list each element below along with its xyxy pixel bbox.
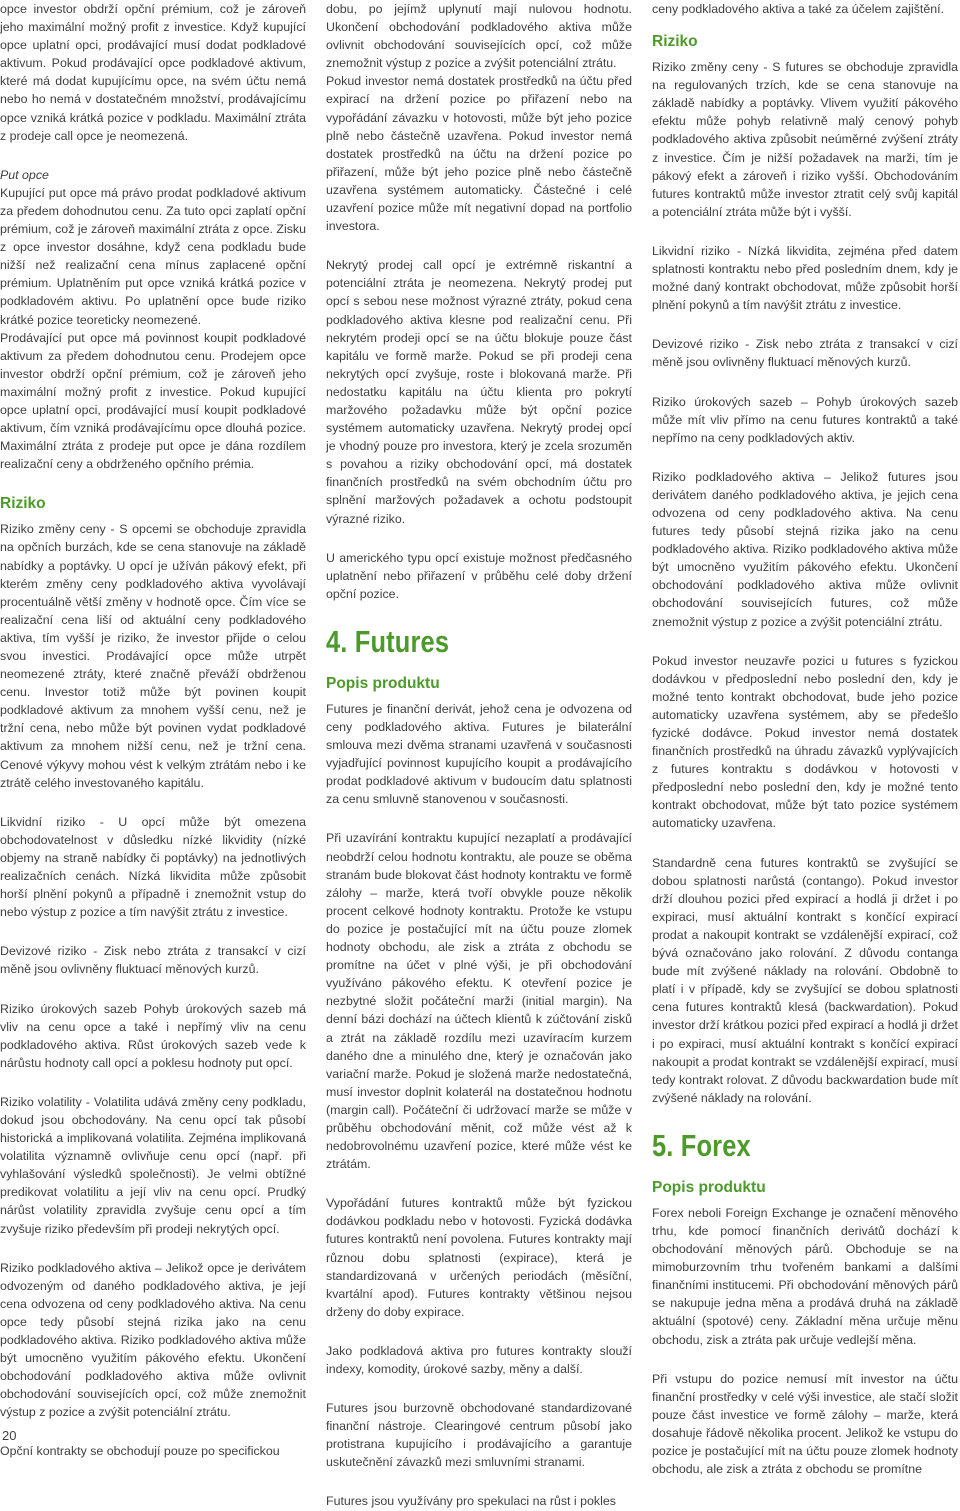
column-2 [326, 0, 632, 1511]
paragraph: Riziko podkladového aktiva – Jelikož opce je derivátem odvozeným od daného podkladového aktiva, je její cena odvozena od ceny podkladového aktiva. Na cenu opce tedy působí stejná rizika jako na cenu podkladového aktiva. Riziko podkladového aktiva může být umocněno využitím pákového efektu. Ukončení obchodování podkladového aktiva může ovlivnit obchodování souvisejících opcí, což může znemožnit výstup z pozice a zvýšit potenciální ztrátu. [0, 1260, 306, 1420]
paragraph: Vypořádání futures kontraktů může být fyzickou dodávkou podkladu nebo v hotovosti. Fyzická dodávka futures kontraktů není povolena. Futures kontrakty mají různou dobu splatnosti (expirace), která je standardizovaná v určených periodách (měsíční, kvartální apod). Futures kontrakty většinou nejsou drženy do doby expirace. [326, 1196, 632, 1319]
paragraph: Pokud investor nemá dostatek prostředků na účtu před expirací na držení pozice po přiřazení nebo na vypořádání závazku v hotovosti, může být jeho pozice plně nebo částečně uzavřena. Pokud investor nemá dostatek prostředků na účtu na držení pozice po přiřazení, může být jeho pozice plně nebo částečně uzavřena systémem automaticky. Částečné i celé uzavření pozice může mít negativní dopad na portfolio investora. [326, 74, 632, 234]
paragraph: Jako podkladová aktiva pro futures kontrakty slouží indexy, komodity, úrokové sazby, měny a další. [326, 1343, 632, 1376]
paragraph: Futures jsou využívány pro spekulaci na růst i pokles [326, 1494, 616, 1509]
paragraph: Kupující put opce má právo prodat podkladové aktivum za předem dohodnutou cenu. Za tuto opci zaplatí opční prémium, což je zároveň maximální ztráta z opce. Zisku z opce investor dosáhne, když cena podkladu bude nižší než realizační cena mínus zaplacené opční prémium. Uplatněním put opce vzniká krátká pozice v podkladovém aktivu. Po uplatnění opce bude riziko krátké pozice teoreticky neomezené. [0, 185, 306, 327]
paragraph: Forex neboli Foreign Exchange je označení měnového trhu, kde pomocí finančních derivátů dochází k obchodování měnových párů. Obchoduje se na mimoburzovním trhu tvořeném bankami a dalšími finančními institucemi. Při obchodování měnových párů se nakupuje jedna měna a prodává druhá na základě aktuální (spotové) ceny. Základní měna určuje měnu obchodu, zisk a ztráta pak určuje vedlejší měna. [652, 1205, 958, 1347]
paragraph: Prodávající put opce má povinnost koupit podkladové aktivum za předem dohodnutou cenu. Prodejem opce investor obdrží opční prémium, což je zároveň jeho maximální možný profit z investice. Pokud kupující opce uplatní opci, prodávající musí koupit podkladové aktivum, čím vzniká prodávajícímu opce dlouhá pozice. Maximální ztráta z prodeje put opce je dána rozdílem realizační ceny a obdrženého opčního prémia. [0, 330, 306, 472]
paragraph: Devizové riziko - Zisk nebo ztráta z transakcí v cizí měně jsou ovlivněny fluktuací měnových kurzů. [0, 944, 306, 977]
paragraph: Futures jsou burzovně obchodované standardizované finanční nástroje. Clearingové centrum působí jako protistrana kupujícího i prodávajícího a garantuje uskutečnění závazků mezi smluvními stranami. [326, 1401, 632, 1470]
put-opce-heading: Put opce [0, 167, 49, 182]
column-3 [652, 0, 958, 1478]
page-number: 20 [2, 1428, 17, 1443]
paragraph: dobu, po jejímž uplynutí mají nulovou hodnotu. Ukončení obchodování podkladového aktiva může ovlivnit obchodování souvisejících opcí, což může znemožnit výstup z pozice a zvýšit potenciální ztrátu. [326, 2, 632, 71]
paragraph: Riziko úrokových sazeb Pohyb úrokových sazeb má vliv na cenu opce a také i nepřímý vliv na cenu podkladového aktiva. Růst úrokových sazeb vede k nárůstu hodnoty call opcí a poklesu hodnoty put opcí. [0, 1001, 306, 1070]
paragraph: Likvidní riziko - Nízká likvidita, zejména před datem splatnosti kontraktu nebo před posledním dnem, kdy je možné daný kontrakt obchodovat, může způsobit horší plnění pokynů a tím navýšit ztrátu z investice. [652, 243, 958, 313]
paragraph: Riziko změny ceny - S futures se obchoduje zpravidla na regulovaných trzích, kde se cena stanovuje na základě nabídky a poptávky. Vlivem využití pákového efektu může pohyb relativně malý cenový pohyb podkladového aktiva způsobit neúměrné zvýšení ztráty z investice. Čím je nižší požadavek na marži, tím je pákový efekt a zároveň i riziko vyšší. Obchodováním futures kontraktů může investor ztratit celý svůj kapitál a potenciální ztráta může být i vyšší. [652, 60, 958, 219]
paragraph: Riziko volatility - Volatilita udává změny ceny podkladu, dokud jsou obchodovány. Na cenu opcí tak působí historická a implikovaná volatilita. Zejména implikovaná volatilita významně ovlivňuje cenu opcí (např. při vyhlašování výsledků společnosti). Je velmi obtížné predikovat volatilitu a její vliv na cenu opcí. Prudký nárůst volatility zpravidla zvyšuje cenu opcí a tím zvyšuje riziko především při prodeji nekrytých opcí. [0, 1094, 306, 1236]
paragraph: Standardně cena futures kontraktů se zvyšující se dobou splatnosti narůstá (contango). Pokud investor drží dlouhou pozici před expirací a hodlá ji držet i po expiraci, musí aktuální kontrakt s končící expirací prodat a nakoupit kontrakt se vzdálenější expirací, což bývá označováno jako rolování. Z důvodu contanga bude mít zvýšené náklady na rolování. Obdobně to platí i v případě, kdy se zvyšující se dobou splatnosti cena futures kontraktů klesá (backwardation). Pokud investor drží krátkou pozici před expirací a hodlá ji držet i po expiraci, musí aktuální kontrakt s končící expirací nakoupit a prodat kontrakt se vzdálenější expirací, musí tedy kontrakt rolovat. Z důvodu backwardation bude mít zvýšené náklady na rolování. [652, 855, 958, 1105]
paragraph: Riziko úrokových sazeb – Pohyb úrokových sazeb může mít vliv přímo na cenu futures kontraktů a také nepřímo na ceny podkladových aktiv. [652, 394, 958, 445]
paragraph: Pokud investor neuzavře pozici u futures s fyzickou dodávkou v předposlední nebo poslední den, kdy je možné tento kontrakt obchodovat, bude jeho pozice automaticky uzavřena systémem, aby se předešlo fyzické dodávce. Pokud investor nemá dostatek finančních prostředků na úhradu závazků vyplývajících z futures kontraktu s dodávkou v hotovosti v předposlední nebo poslední den, kdy je možné tento kontrakt obchodovat, může být tato pozice systémem automaticky uzavřena. [652, 653, 958, 831]
section-heading-popis-produktu: Popis produktu [652, 1178, 766, 1196]
paragraph: ceny podkladového aktiva a také za účelem zajištění. [652, 2, 945, 16]
paragraph: Opční kontrakty se obchodují pouze po specifickou [0, 1444, 280, 1459]
paragraph: Při uzavírání kontraktu kupující nezaplatí a prodávající neobdrží celou hodnotu kontraktu, ale pouze se oběma stranám bude blokovat část hodnoty kontraktu ve formě zálohy – marže, která tvoří obvykle pouze několik procent celkové hodnoty kontraktu. Protože ke vstupu do pozice je postačující mít na účtu pouze zlomek hodnoty obchodu, ale zisk a ztráta z obchodu se promítne na účet v plné výši, je při obchodování využíváno pákového efektu. K otevření pozice je nezbytné složit počáteční marži (initial margin). Na denní bázi dochází na účtech klientů k zúčtování zisků a ztrát na základě rozdílu mezi uzavíracím kurzem daného dne a minulého dne, který je označován jako variační marže. Pokud je složená marže nedostatečná, musí investor doplnit kolaterál na dostatečnou hodnotu (margin call). Počáteční či udržovací marže se může v průběhu obchodování měnit, což může vést až k nedobrovolnému uzavření pozice, které může vést ke ztrátám. [326, 831, 632, 1172]
paragraph: Riziko změny ceny - S opcemi se obchoduje zpravidla na opčních burzách, kde se cena stanovuje na základě nabídky a poptávky. U opcí je užíván pákový efekt, při kterém změny ceny podkladového aktiva vyvolávají procentuálně větší změny v hodnotě opce. Čím více se realizační cena liší od aktuální ceny podkladového aktiva, tím vyšší je riziko, že investor přijde o celou svou investici. Prodávající opce může utrpět neomezené ztráty, které značně převáží obdrženou cenu. Investor totiž může být povinen koupit podkladové aktivum za mnohem vyšší cenu, než je tržní cena, nebo může být povinen vydat podkladové aktivum za mnohem nižší cenu, než je tržní cena. Cenové výkyvy mohou vést k velkým ztrátám nebo i ke ztrátě celého investovaného kapitálu. [0, 522, 306, 790]
section-heading-riziko: Riziko [652, 33, 698, 51]
paragraph: opce investor obdrží opční prémium, což je zároveň jeho maximální možný profit z investice. Když kupující opce uplatní opci, prodávající musí dodat podkladové aktivum. Pokud prodávající opce podkladové aktivum, které má dodat kupujícímu opce, na svém účtu nemá nebo ho nemá v dostatečném množství, prodávajícímu opce vzniká krátká pozice v podkladu. Maximální ztráta z prodeje call opce je neomezená. [0, 2, 306, 143]
paragraph: U amerického typu opcí existuje možnost předčasného uplatnění nebo přiřazení v průběhu celé doby držení opční pozice. [326, 550, 632, 601]
column-1 [0, 0, 306, 1461]
paragraph: Při vstupu do pozice nemusí mít investor na účtu finanční prostředky v celé výši investice, ale stačí složit pouze část investice ve formě zálohy – marže, která dosahuje řádově několika procent. Jelikož ke vstupu do pozice je postačující mít na účtu pouze zlomek hodnoty obchodu, ale zisk a ztráta z obchodu se promítne [652, 1371, 958, 1477]
paragraph: Riziko podkladového aktiva – Jelikož futures jsou derivátem daného podkladového aktiva, je jejich cena odvozena od ceny podkladového aktiva. Na cenu futures tedy působí stejná rizika jako na cenu podkladového aktiva. Riziko podkladového aktiva může být umocněno využitím pákového efektu. Ukončení obchodování podkladového aktiva může ovlivnit obchodování souvisejících futures, což může znemožnit výstup z pozice a zvýšit potenciální ztrátu. [652, 469, 958, 629]
section-heading-riziko: Riziko [0, 495, 46, 513]
chapter-heading-futures: 4. Futures [326, 623, 450, 659]
paragraph: Futures je finanční derivát, jehož cena je odvozena od ceny podkladového aktiva. Futures je bilaterální smlouva mezi dvěma stranami uzavřená v současnosti vyjadřující povinnost kupujícího koupit a prodávajícího prodat podkladové aktivum v budoucím datu splatnosti za cenu smluvně stanovenou v současnosti. [326, 701, 632, 807]
section-heading-popis-produktu: Popis produktu [326, 674, 440, 692]
chapter-heading-forex: 5. Forex [652, 1127, 751, 1163]
paragraph: Nekrytý prodej call opcí je extrémně riskantní a potenciální ztráta je neomezena. Nekrytý prodej put opcí s sebou nese možnost výrazné ztráty, pokud cena podkladového aktiva klesne pod realizační cenu. Při nekrytém prodeji opcí se na účtu blokuje pouze část kapitálu ve formě marže. Pokud se při prodeji cena nekrytých opcí zvyšuje, roste i blokovaná marže. Při nedostatku kapitálu na účtu klienta pro pokrytí maržového požadavku může být opční pozice systémem automaticky uzavřena. Nekrytý prodej opcí je vhodný pouze pro investora, který je zcela srozuměn s povahou a riziky obchodování opcí, má dostatek finančních prostředků na svém obchodním účtu pro splnění maržových požadavek a ochotu podstoupit výrazné riziko. [326, 258, 632, 526]
paragraph: Likvidní riziko - U opcí může být omezena obchodovatelnost v důsledku nízké likvidity (nízké objemy na straně nabídky či poptávky) na jednotlivých realizačních cenách. Nízká likvidita může způsobit horší plnění pokynů a případně i znemožnit vstup do nebo výstup z pozice a tím navýšit ztrátu z investice. [0, 814, 306, 920]
paragraph: Devizové riziko - Zisk nebo ztráta z transakcí v cizí měně jsou ovlivněny fluktuací měnových kurzů. [652, 337, 958, 370]
